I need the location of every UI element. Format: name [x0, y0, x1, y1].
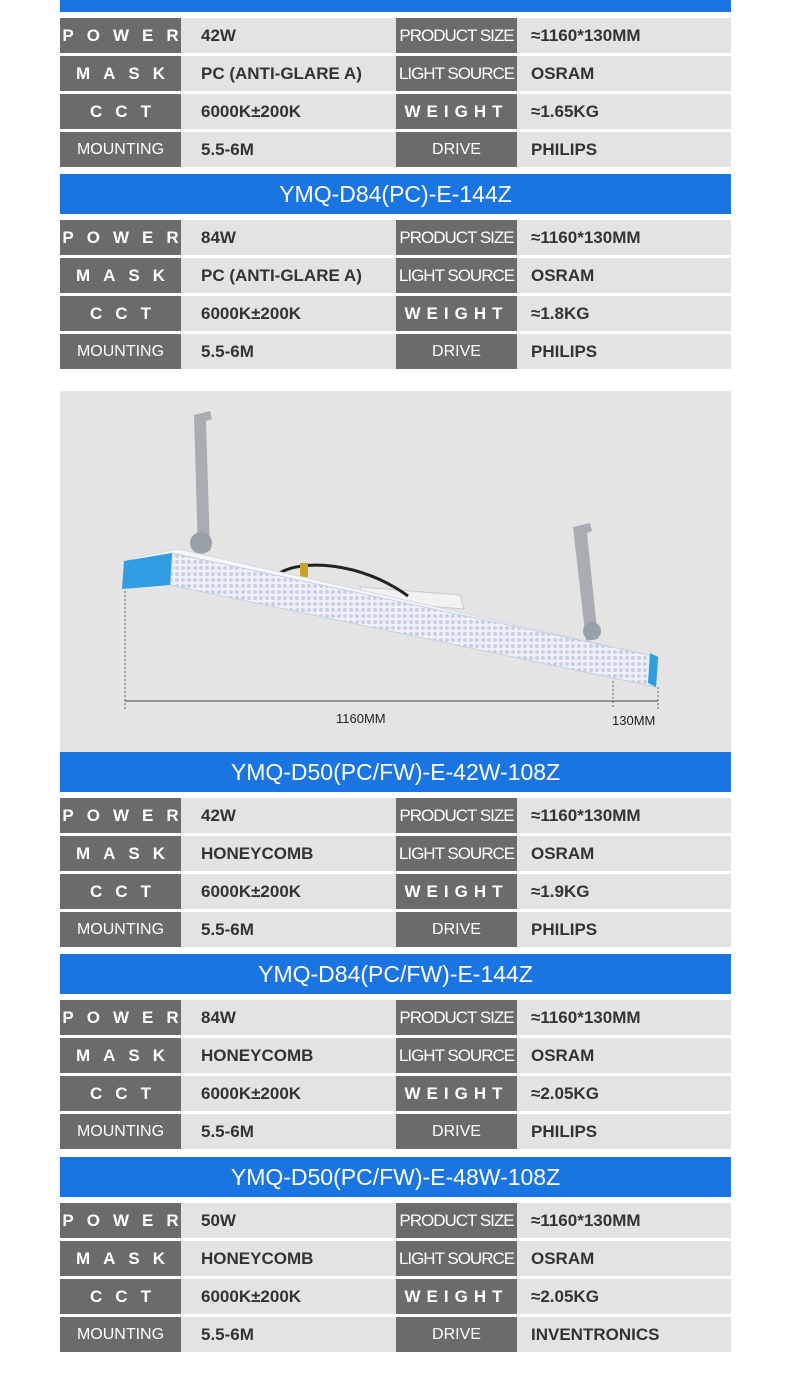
- label-drive: DRIVE: [396, 1317, 517, 1352]
- value-power: 84W: [201, 1007, 236, 1027]
- label-power: POWER: [60, 1000, 181, 1035]
- length-dimension-label: 1160MM: [336, 711, 386, 726]
- table-row: [60, 1203, 731, 1238]
- value-cct: 6000K±200K: [201, 1083, 302, 1103]
- label-mask: MASK: [60, 258, 181, 293]
- label-drive: DRIVE: [396, 1114, 517, 1149]
- value-power: 84W: [201, 227, 236, 247]
- label-drive: DRIVE: [396, 132, 517, 167]
- value-mounting: 5.5-6M: [201, 1121, 254, 1141]
- table-title: YMQ-D84(PC)-E-144Z: [60, 174, 731, 214]
- table-title: YMQ-D50(PC/FW)-E-42W-108Z: [60, 752, 731, 792]
- value-drive: PHILIPS: [531, 341, 598, 361]
- table-row: [60, 1000, 731, 1035]
- value-mounting: 5.5-6M: [201, 919, 254, 939]
- label-cct: CCT: [60, 874, 181, 909]
- table-row: [60, 220, 731, 255]
- value-mask: HONEYCOMB: [201, 1045, 314, 1065]
- linear-light-illustration: [60, 391, 731, 752]
- label-light-source: LIGHT SOURCE: [396, 1038, 517, 1073]
- label-weight: WEIGHT: [396, 94, 517, 129]
- label-mounting: MOUNTING: [60, 912, 181, 947]
- table-row: [60, 334, 731, 369]
- value-cct: 6000K±200K: [201, 881, 302, 901]
- value-mask: PC (ANTI-GLARE A): [201, 63, 362, 83]
- value-cct: 6000K±200K: [201, 303, 302, 323]
- value-light-source: OSRAM: [531, 1248, 595, 1268]
- label-product-size: PRODUCT SIZE: [396, 1000, 517, 1035]
- spec-table-1: [60, 0, 731, 167]
- table-row: [60, 1241, 731, 1276]
- table-title-bar: [60, 0, 731, 12]
- label-drive: DRIVE: [396, 334, 517, 369]
- value-mounting: 5.5-6M: [201, 139, 254, 159]
- value-product-size: ≈1160*130MM: [531, 227, 641, 247]
- value-mask: HONEYCOMB: [201, 843, 314, 863]
- value-drive: PHILIPS: [531, 139, 598, 159]
- value-weight: ≈2.05KG: [531, 1083, 599, 1103]
- table-row: [60, 836, 731, 871]
- label-mask: MASK: [60, 836, 181, 871]
- label-mounting: MOUNTING: [60, 1317, 181, 1352]
- table-row: [60, 1038, 731, 1073]
- value-product-size: ≈1160*130MM: [531, 25, 641, 45]
- label-product-size: PRODUCT SIZE: [396, 798, 517, 833]
- table-row: [60, 912, 731, 947]
- value-product-size: ≈1160*130MM: [531, 1007, 641, 1027]
- width-dimension-label: 130MM: [612, 713, 656, 728]
- label-mounting: MOUNTING: [60, 334, 181, 369]
- table-row: [60, 1114, 731, 1149]
- spec-table-5: [60, 1157, 731, 1352]
- table-row: [60, 874, 731, 909]
- label-weight: WEIGHT: [396, 1076, 517, 1111]
- table-row: [60, 258, 731, 293]
- value-weight: ≈1.8KG: [531, 303, 590, 323]
- label-power: POWER: [60, 798, 181, 833]
- value-weight: ≈2.05KG: [531, 1286, 599, 1306]
- value-product-size: ≈1160*130MM: [531, 805, 641, 825]
- label-light-source: LIGHT SOURCE: [396, 258, 517, 293]
- label-light-source: LIGHT SOURCE: [396, 56, 517, 91]
- label-weight: WEIGHT: [396, 296, 517, 331]
- value-power: 50W: [201, 1210, 236, 1230]
- label-power: POWER: [60, 1203, 181, 1238]
- spec-table-4: [60, 954, 731, 1149]
- label-mask: MASK: [60, 1038, 181, 1073]
- value-cct: 6000K±200K: [201, 1286, 302, 1306]
- value-product-size: ≈1160*130MM: [531, 1210, 641, 1230]
- value-light-source: OSRAM: [531, 265, 595, 285]
- value-weight: ≈1.9KG: [531, 881, 590, 901]
- table-row: [60, 94, 731, 129]
- label-mounting: MOUNTING: [60, 1114, 181, 1149]
- label-drive: DRIVE: [396, 912, 517, 947]
- table-row: [60, 798, 731, 833]
- table-row: [60, 1317, 731, 1352]
- value-mask: PC (ANTI-GLARE A): [201, 265, 362, 285]
- value-drive: INVENTRONICS: [531, 1324, 660, 1344]
- product-image: [60, 391, 731, 752]
- table-row: [60, 1279, 731, 1314]
- spec-table-3: [60, 752, 731, 947]
- value-cct: 6000K±200K: [201, 101, 302, 121]
- value-light-source: OSRAM: [531, 1045, 595, 1065]
- label-mounting: MOUNTING: [60, 132, 181, 167]
- label-power: POWER: [60, 18, 181, 53]
- label-weight: WEIGHT: [396, 1279, 517, 1314]
- table-row: [60, 18, 731, 53]
- value-light-source: OSRAM: [531, 63, 595, 83]
- value-weight: ≈1.65KG: [531, 101, 599, 121]
- value-light-source: OSRAM: [531, 843, 595, 863]
- value-mounting: 5.5-6M: [201, 341, 254, 361]
- label-light-source: LIGHT SOURCE: [396, 836, 517, 871]
- label-cct: CCT: [60, 1279, 181, 1314]
- table-row: [60, 1076, 731, 1111]
- value-mounting: 5.5-6M: [201, 1324, 254, 1344]
- table-row: [60, 296, 731, 331]
- label-mask: MASK: [60, 1241, 181, 1276]
- label-power: POWER: [60, 220, 181, 255]
- label-cct: CCT: [60, 94, 181, 129]
- label-product-size: PRODUCT SIZE: [396, 220, 517, 255]
- value-power: 42W: [201, 805, 236, 825]
- label-mask: MASK: [60, 56, 181, 91]
- value-drive: PHILIPS: [531, 919, 598, 939]
- table-row: [60, 132, 731, 167]
- label-light-source: LIGHT SOURCE: [396, 1241, 517, 1276]
- table-title: YMQ-D50(PC/FW)-E-48W-108Z: [60, 1157, 731, 1197]
- value-mask: HONEYCOMB: [201, 1248, 314, 1268]
- label-product-size: PRODUCT SIZE: [396, 18, 517, 53]
- label-cct: CCT: [60, 1076, 181, 1111]
- label-cct: CCT: [60, 296, 181, 331]
- value-power: 42W: [201, 25, 236, 45]
- spec-table-2: [60, 174, 731, 369]
- table-row: [60, 56, 731, 91]
- label-product-size: PRODUCT SIZE: [396, 1203, 517, 1238]
- table-title: YMQ-D84(PC/FW)-E-144Z: [60, 954, 731, 994]
- value-drive: PHILIPS: [531, 1121, 598, 1141]
- label-weight: WEIGHT: [396, 874, 517, 909]
